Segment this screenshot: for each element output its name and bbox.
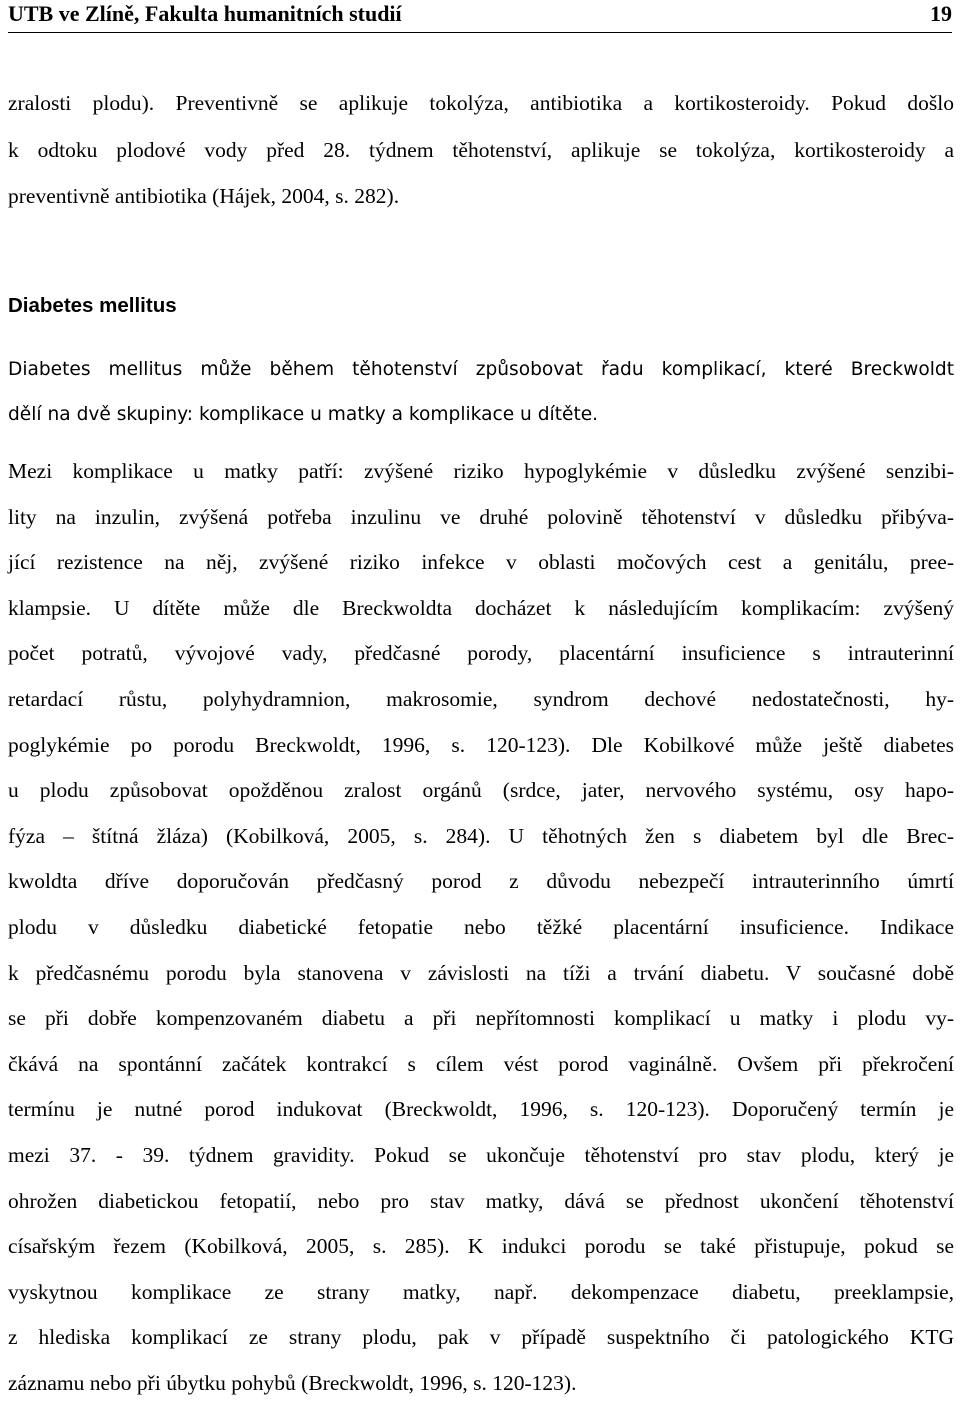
text-line: císařským řezem (Kobilková, 2005, s. 285). K indukci porodu se také přistupuje, pokud se [8, 1234, 954, 1259]
text-line: Mezi komplikace u matky patří: zvýšené riziko hypoglykémie v důsledku zvýšené senzibi- [8, 459, 954, 483]
text-line: vyskytnou komplikace ze strany matky, např. dekompenzace diabetu, preeklampsie, [8, 1279, 954, 1304]
paragraph-preterm [8, 80, 954, 220]
text-line: termínu je nutné porod indukovat (Breckwoldt, 1996, s. 120-123). Doporučený termín je [8, 1097, 954, 1122]
text-line: dělí na dvě skupiny: komplikace u matky a komplikace u dítěte. [8, 404, 599, 425]
text-line: zralosti plodu). Preventivně se aplikuje tokolýza, antibiotika a kortikosteroidy. Pokud došlo [8, 91, 954, 115]
text-line: klampsie. U dítěte může dle Breckwoldta docházet k následujícím komplikacím: zvýšený [8, 595, 954, 620]
running-header [8, 0, 952, 33]
text-line: počet potratů, vývojové vady, předčasné porody, placentární insuficience s intrauterinní [8, 641, 954, 666]
text-line: mezi 37. - 39. týdnem gravidity. Pokud se ukončuje těhotenství pro stav plodu, který je [8, 1142, 954, 1167]
text-line: Diabetes mellitus může během těhotenství způsobovat řadu komplikací, které Breckwoldt [8, 359, 954, 380]
text-line: retardací růstu, polyhydramnion, makrosomie, syndrom dechové nedostatečnosti, hy- [8, 686, 954, 711]
text-line: lity na inzulin, zvýšená potřeba inzulinu ve druhé polovině těhotenství v důsledku přibýva- [8, 504, 954, 529]
text-line: k předčasnému porodu byla stanovena v závislosti na tíži a trvání diabetu. V současné době [8, 960, 954, 985]
text-line: kwoldta dříve doporučován předčasný porod z důvodu nebezpečí intrauterinního úmrtí [8, 869, 954, 894]
header-title: UTB ve Zlíně, Fakulta humanitních studií [8, 1, 402, 26]
text-line: k odtoku plodové vody před 28. týdnem těhotenství, aplikuje se tokolýza, kortikosteroidy a [8, 137, 954, 162]
text-line: poglykémie po porodu Breckwoldt, 1996, s. 120-123). Dle Kobilkové může ještě diabetes [8, 732, 954, 757]
text-line: fýza – štítná žláza) (Kobilková, 2005, s. 284). U těhotných žen s diabetem byl dle Brec- [8, 823, 954, 848]
paragraph-diabetes-complications [8, 449, 954, 1406]
text-line: plodu v důsledku diabetické fetopatie nebo těžké placentární insuficience. Indikace [8, 914, 954, 939]
paragraph-diabetes-intro [8, 347, 954, 437]
text-line: záznamu nebo při úbytku pohybů (Breckwoldt, 1996, s. 120-123). [8, 1370, 577, 1395]
page-number: 19 [930, 1, 952, 26]
text-line: u plodu způsobovat opožděnou zralost orgánů (srdce, jater, nervového systému, osy hapo- [8, 778, 954, 803]
text-line: se při dobře kompenzovaném diabetu a při nepřítomnosti komplikací u matky i plodu vy- [8, 1006, 954, 1031]
text-line: čkává na spontánní začátek kontrakcí s cílem vést porod vaginálně. Ovšem při překročení [8, 1051, 954, 1076]
text-line: jící rezistence na něj, zvýšené riziko infekce v oblasti močových cest a genitálu, pree- [8, 550, 954, 575]
text-line: preventivně antibiotika (Hájek, 2004, s. 282). [8, 184, 400, 208]
text-line: ohrožen diabetickou fetopatií, nebo pro stav matky, dává se přednost ukončení těhotenství [8, 1188, 954, 1213]
section-heading: Diabetes mellitus [8, 294, 177, 317]
text-line: z hlediska komplikací ze strany plodu, pak v případě suspektního či patologického KTG [8, 1325, 954, 1350]
